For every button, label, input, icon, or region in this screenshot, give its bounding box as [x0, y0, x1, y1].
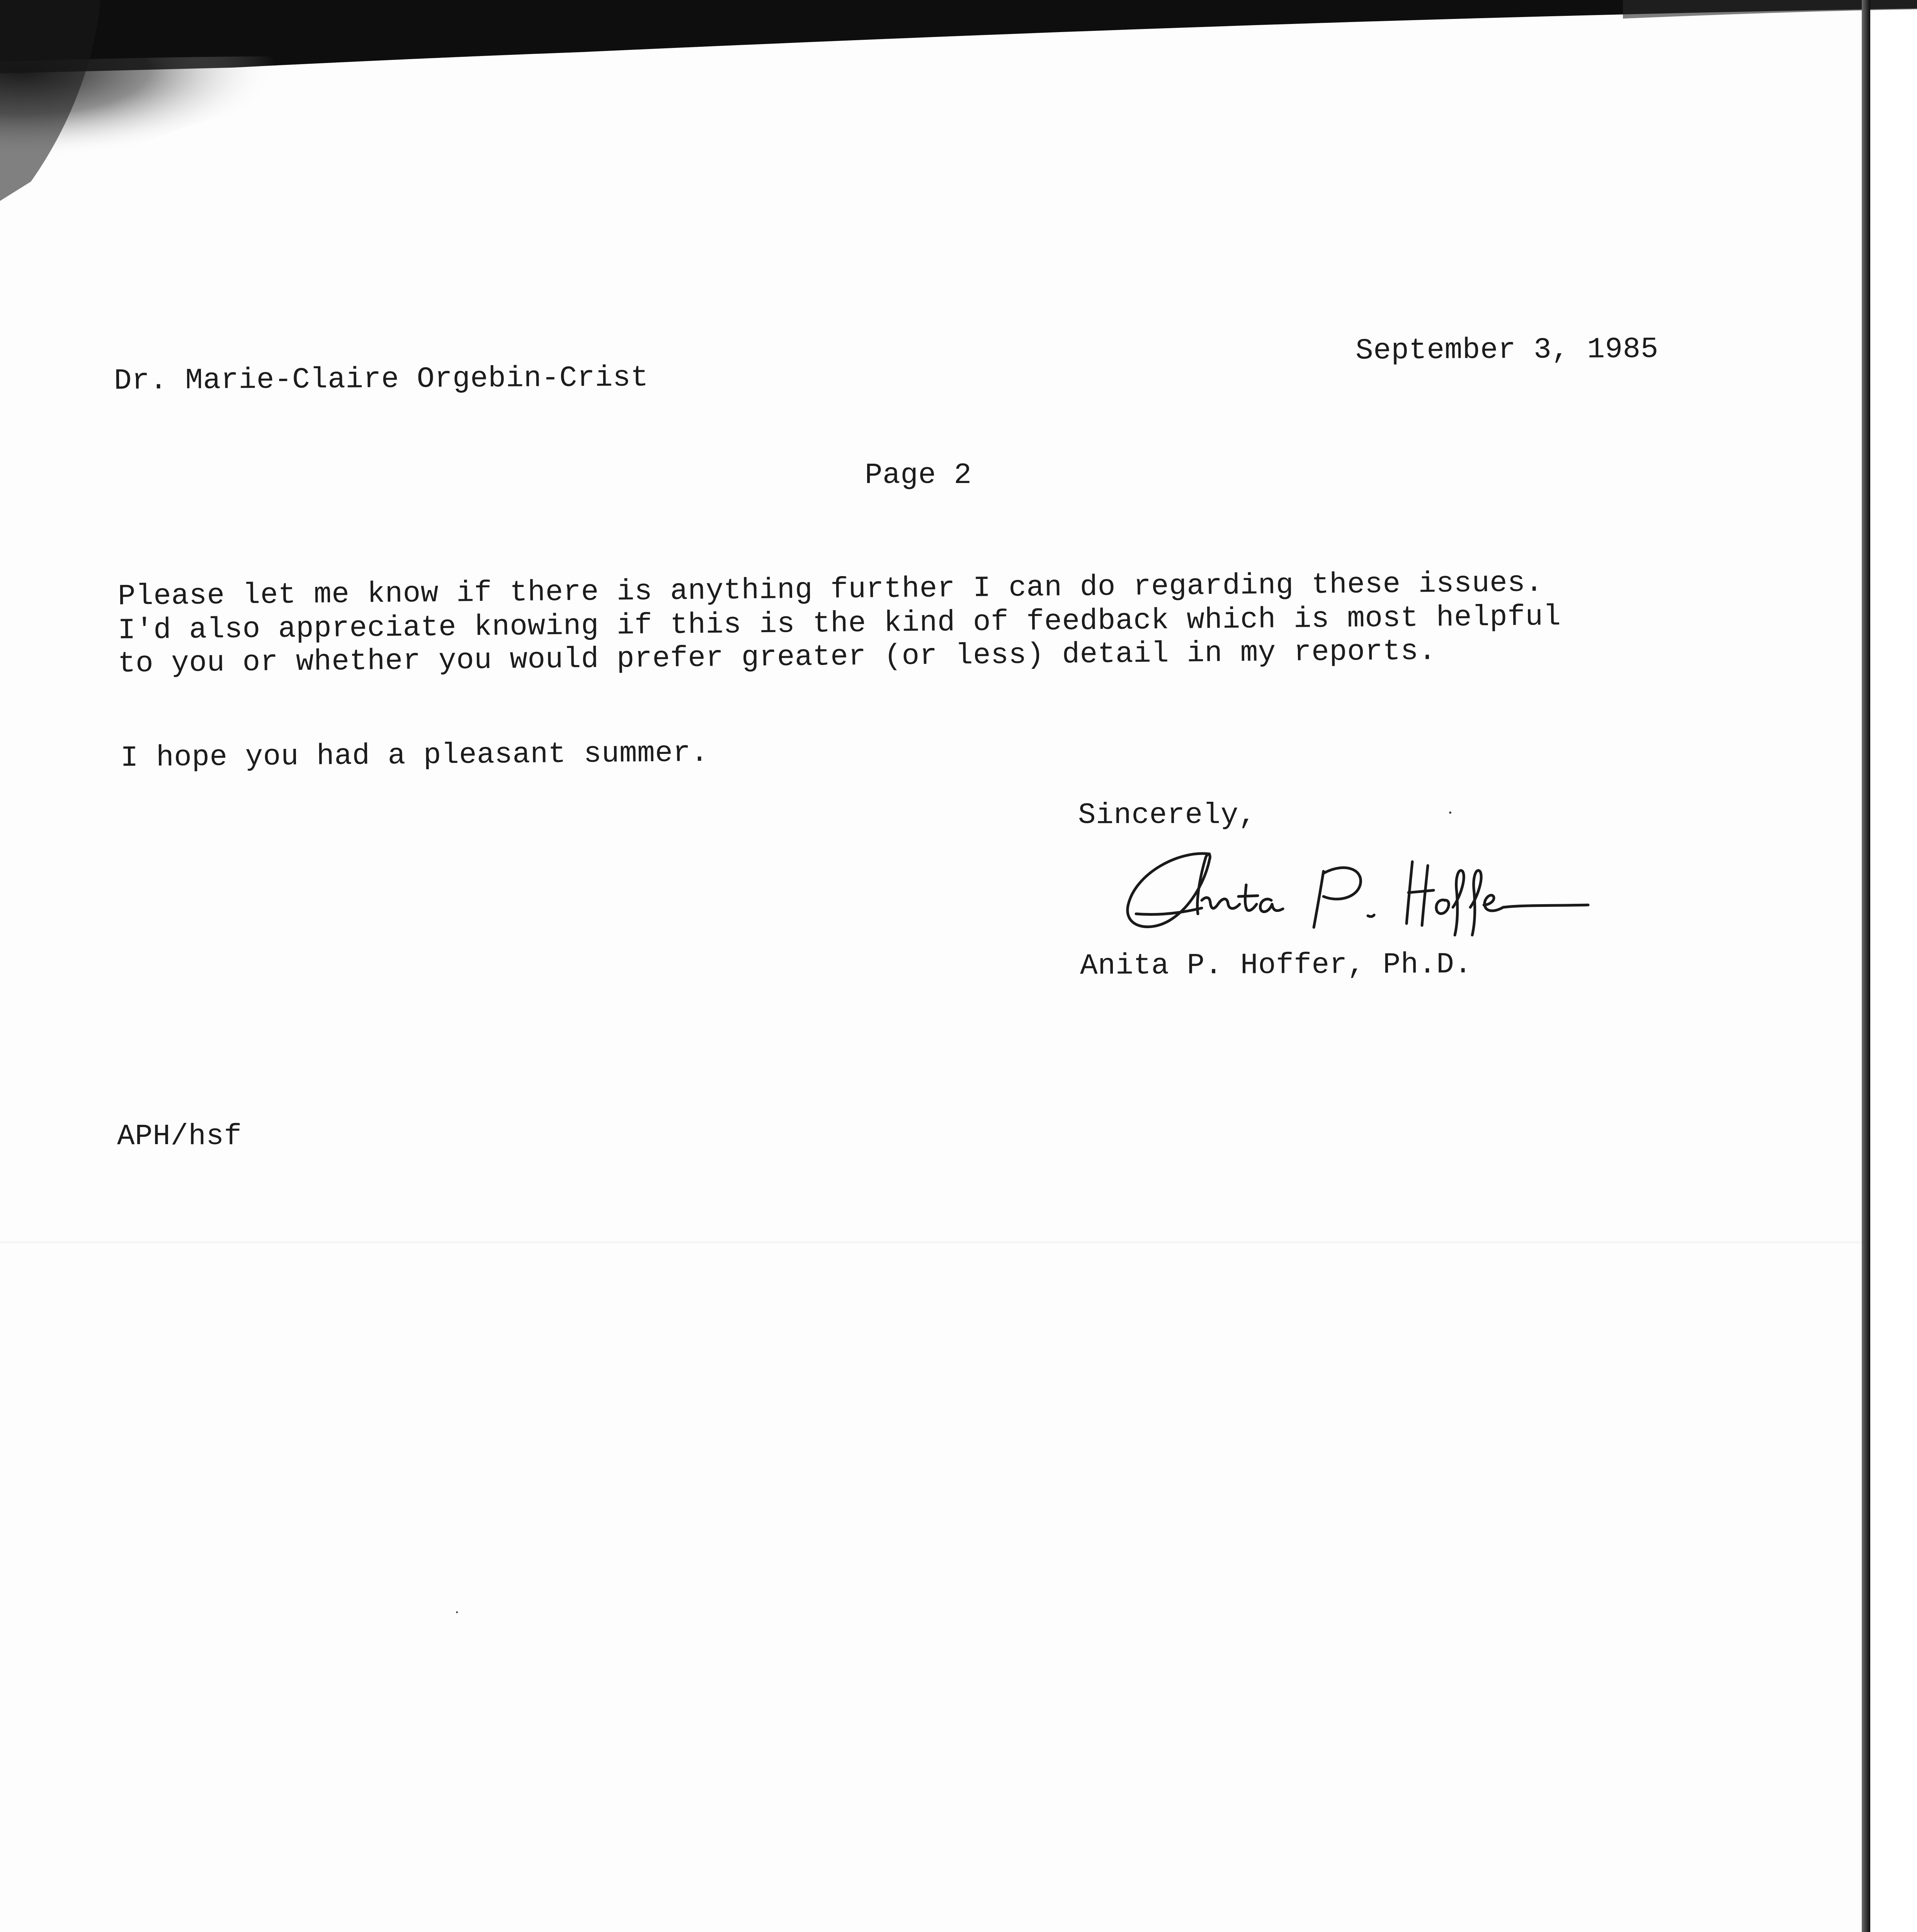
body-line: Please let me know if there is anything further I can do regarding these issues.: [117, 566, 1543, 613]
reference-initials: APH/hsf: [117, 1120, 242, 1153]
closing-salutation: Sincerely,: [1078, 799, 1257, 832]
scan-shadow-top: [0, 0, 1917, 216]
letter-date: September 3, 1985: [1355, 332, 1659, 367]
addressee-name: Dr. Marie-Claire Orgebin-Crist: [114, 361, 649, 398]
scan-speck: [1449, 811, 1451, 814]
paper-edge-shadow: [1862, 0, 1870, 1932]
handwritten-signature: [1113, 838, 1592, 939]
scan-speck: [456, 1611, 458, 1613]
body-line: I'd also appreciate knowing if this is the kind of feedback which is most helpful: [117, 600, 1561, 647]
body-line: I hope you had a pleasant summer.: [120, 736, 709, 775]
body-line: to you or whether you would prefer greater (or less) detail in my reports.: [117, 634, 1437, 680]
signer-name: Anita P. Hoffer, Ph.D.: [1080, 948, 1472, 983]
page-number: Page 2: [865, 459, 972, 492]
fold-crease: [0, 1240, 1870, 1244]
